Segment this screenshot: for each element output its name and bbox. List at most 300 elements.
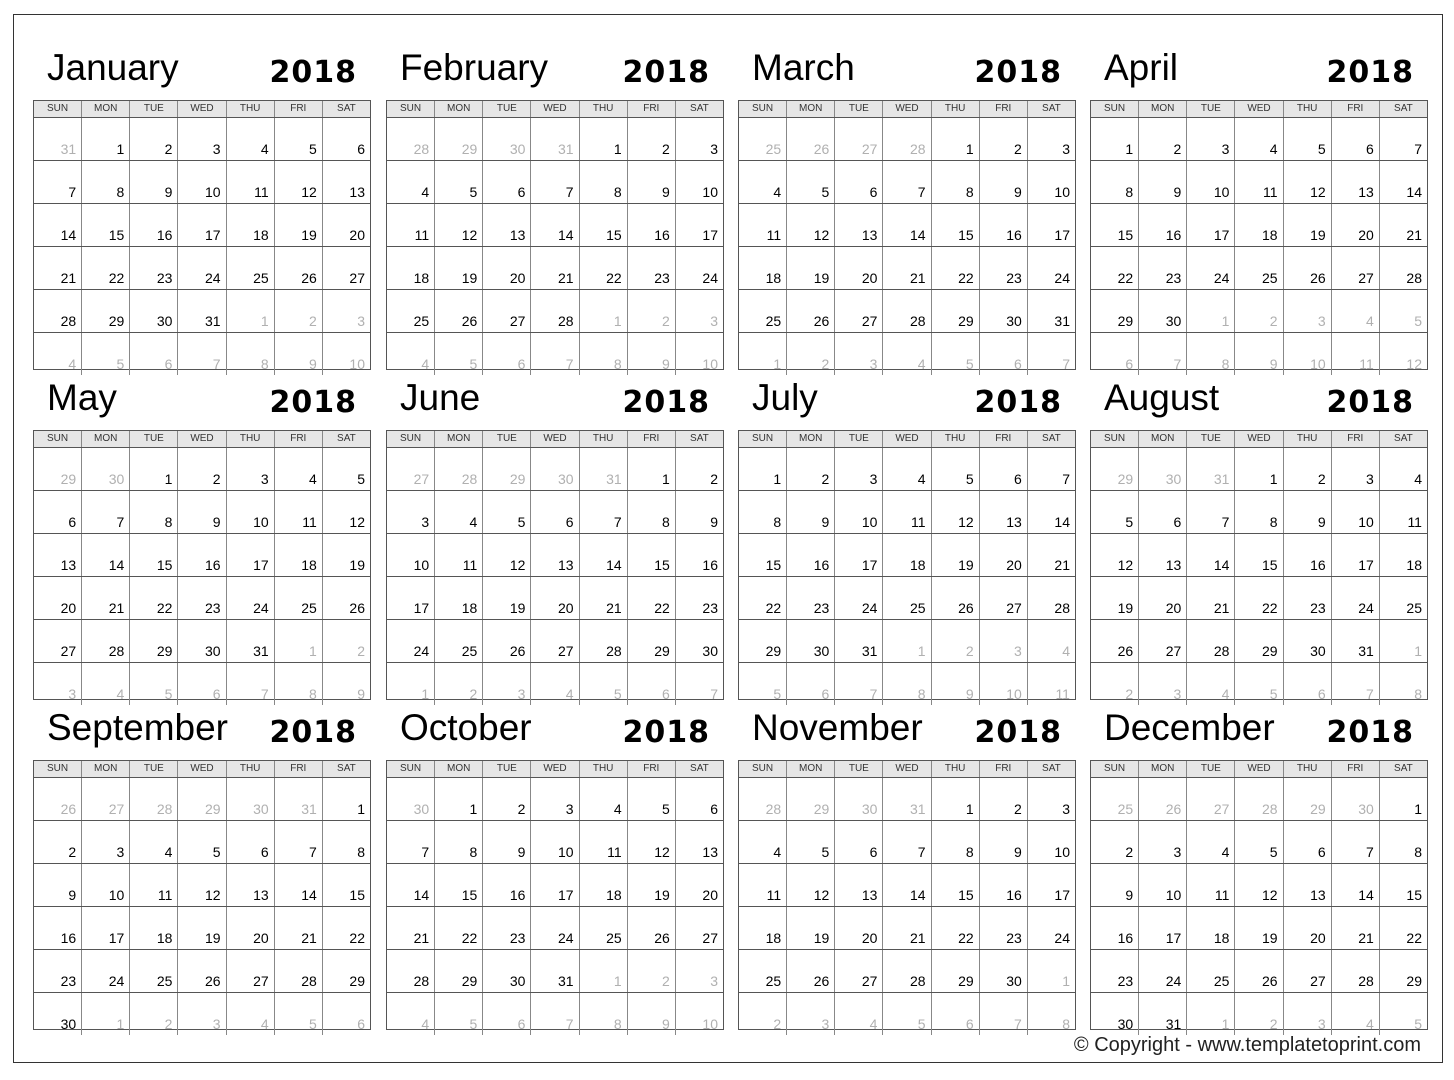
day-cell: [435, 577, 483, 619]
weekday-header: [34, 761, 370, 778]
day-number: 27: [253, 973, 269, 989]
day-cell: [932, 778, 980, 820]
day-number: 18: [461, 600, 478, 616]
day-cell: [980, 448, 1028, 490]
day-number: 11: [766, 887, 782, 903]
day-cell: [1332, 620, 1380, 662]
day-number: 22: [156, 600, 173, 616]
day-number: 2: [517, 801, 526, 817]
day-number: 18: [1261, 227, 1278, 243]
day-number: 16: [204, 557, 221, 573]
day-cell: [323, 247, 370, 289]
day-cell: [130, 448, 178, 490]
weekday-label: FRI: [1332, 761, 1380, 777]
month-header: [738, 674, 1076, 760]
day-number: 2: [1125, 686, 1134, 702]
day-number: 29: [461, 141, 478, 157]
month-april: [1090, 14, 1428, 372]
day-cell-adjacent-month: [483, 118, 531, 160]
day-number: 22: [765, 600, 782, 616]
weekday-label: FRI: [275, 101, 323, 117]
weekday-header: [387, 431, 723, 448]
day-cell: [1284, 448, 1332, 490]
day-number: 20: [1358, 227, 1374, 243]
day-cell: [628, 620, 676, 662]
month-year: 2018: [622, 715, 710, 750]
day-cell: [34, 821, 82, 863]
day-number: 15: [156, 557, 173, 573]
day-number: 20: [861, 930, 878, 946]
day-cell-adjacent-month: [739, 118, 787, 160]
day-cell-adjacent-month: [227, 778, 275, 820]
day-number: 9: [710, 514, 718, 530]
day-cell: [1332, 491, 1380, 533]
day-cell: [932, 448, 980, 490]
day-number: 26: [813, 141, 830, 157]
day-cell: [580, 778, 628, 820]
day-number: 29: [349, 973, 365, 989]
weekday-label: FRI: [275, 761, 323, 777]
day-cell: [676, 821, 723, 863]
day-number: 30: [156, 313, 173, 329]
day-number: 18: [413, 270, 430, 286]
week-row: [1091, 620, 1427, 663]
day-cell-adjacent-month: [531, 448, 579, 490]
weekday-label: THU: [580, 101, 628, 117]
day-number: 12: [654, 844, 670, 860]
month-year: 2018: [974, 715, 1062, 750]
day-cell: [883, 577, 931, 619]
weekday-label: SUN: [34, 761, 82, 777]
day-cell: [227, 534, 275, 576]
day-cell-adjacent-month: [1332, 290, 1380, 332]
day-cell-adjacent-month: [1235, 993, 1283, 1035]
day-number: 16: [156, 227, 173, 243]
day-cell: [980, 950, 1028, 992]
day-number: 1: [1062, 973, 1070, 989]
day-cell-adjacent-month: [676, 290, 723, 332]
day-cell: [980, 247, 1028, 289]
day-number: 18: [253, 227, 269, 243]
day-number: 10: [204, 184, 221, 200]
day-cell: [323, 448, 370, 490]
day-cell: [739, 247, 787, 289]
day-number: 31: [1358, 643, 1374, 659]
day-cell: [34, 577, 82, 619]
day-number: 21: [1213, 600, 1230, 616]
day-number: 6: [565, 514, 574, 530]
day-number: 30: [1310, 643, 1326, 659]
weekday-header: [387, 101, 723, 118]
day-number: 20: [1006, 557, 1022, 573]
day-number: 10: [1310, 356, 1326, 372]
day-cell: [483, 907, 531, 949]
day-cell-adjacent-month: [275, 993, 323, 1035]
weekday-label: WED: [883, 431, 931, 447]
day-cell: [676, 448, 723, 490]
day-number: 1: [421, 686, 430, 702]
day-cell: [1028, 821, 1075, 863]
day-cell: [1187, 118, 1235, 160]
day-number: 18: [1406, 557, 1422, 573]
day-cell: [82, 620, 130, 662]
day-cell-adjacent-month: [739, 778, 787, 820]
day-number: 17: [204, 227, 221, 243]
week-row: [739, 161, 1075, 204]
weekday-label: SUN: [739, 761, 787, 777]
day-cell: [435, 204, 483, 246]
day-cell: [676, 204, 723, 246]
week-row: [34, 448, 370, 491]
day-cell: [676, 577, 723, 619]
day-cell: [835, 534, 883, 576]
day-number: 25: [1406, 600, 1422, 616]
weekday-label: SUN: [739, 101, 787, 117]
day-cell: [483, 161, 531, 203]
day-number: 29: [156, 643, 173, 659]
day-number: 23: [813, 600, 830, 616]
day-cell-adjacent-month: [1091, 778, 1139, 820]
day-number: 18: [765, 270, 782, 286]
day-cell: [883, 204, 931, 246]
day-number: 22: [1117, 270, 1134, 286]
day-cell: [178, 534, 226, 576]
day-cell: [387, 534, 435, 576]
day-number: 6: [965, 1016, 974, 1032]
day-cell: [1380, 577, 1427, 619]
day-cell: [739, 950, 787, 992]
day-cell: [739, 821, 787, 863]
day-cell: [1332, 448, 1380, 490]
day-cell: [628, 161, 676, 203]
day-number: 5: [517, 514, 526, 530]
weekday-label: MON: [787, 101, 835, 117]
day-number: 7: [1173, 356, 1182, 372]
day-cell: [628, 534, 676, 576]
day-number: 14: [1358, 887, 1374, 903]
weekday-header: [739, 431, 1075, 448]
day-cell: [82, 821, 130, 863]
day-number: 18: [156, 930, 173, 946]
day-number: 3: [68, 686, 77, 702]
day-number: 11: [1359, 356, 1374, 372]
day-cell: [82, 118, 130, 160]
month-grid: [738, 100, 1076, 370]
day-cell: [387, 290, 435, 332]
month-name: September: [47, 707, 228, 748]
day-number: 30: [557, 471, 574, 487]
day-cell: [1139, 118, 1187, 160]
month-september: [33, 674, 371, 1032]
day-cell: [1187, 907, 1235, 949]
day-number: 17: [108, 930, 125, 946]
day-number: 10: [413, 557, 430, 573]
day-number: 6: [517, 1016, 526, 1032]
week-row: [1091, 864, 1427, 907]
day-number: 3: [260, 471, 269, 487]
day-cell: [227, 620, 275, 662]
day-cell-adjacent-month: [435, 993, 483, 1035]
day-cell: [323, 161, 370, 203]
day-number: 1: [309, 643, 317, 659]
day-cell: [739, 448, 787, 490]
week-row: [387, 907, 723, 950]
day-number: 22: [1261, 600, 1278, 616]
day-number: 6: [517, 184, 526, 200]
weekday-label: MON: [82, 101, 130, 117]
day-cell: [34, 247, 82, 289]
day-cell: [531, 534, 579, 576]
day-number: 14: [1213, 557, 1230, 573]
day-number: 30: [1006, 313, 1022, 329]
month-august: [1090, 344, 1428, 702]
day-cell-adjacent-month: [1187, 290, 1235, 332]
weekday-label: WED: [531, 101, 579, 117]
day-number: 20: [702, 887, 718, 903]
day-number: 11: [254, 184, 269, 200]
day-cell: [1091, 950, 1139, 992]
day-cell-adjacent-month: [739, 993, 787, 1035]
day-cell: [531, 620, 579, 662]
week-row: [1091, 118, 1427, 161]
day-cell-adjacent-month: [483, 448, 531, 490]
day-cell-adjacent-month: [435, 448, 483, 490]
day-number: 3: [1317, 313, 1326, 329]
day-number: 1: [1269, 471, 1278, 487]
day-cell: [1284, 864, 1332, 906]
month-grid: [1090, 100, 1428, 370]
day-cell: [932, 204, 980, 246]
day-number: 7: [710, 686, 718, 702]
weekday-label: TUE: [1187, 761, 1235, 777]
day-number: 4: [421, 356, 430, 372]
week-row: [739, 864, 1075, 907]
day-number: 20: [60, 600, 77, 616]
day-number: 3: [1014, 643, 1022, 659]
weekday-label: THU: [1284, 761, 1332, 777]
week-row: [34, 247, 370, 290]
day-cell: [178, 950, 226, 992]
day-cell: [835, 821, 883, 863]
day-number: 19: [1261, 930, 1278, 946]
day-number: 5: [1269, 686, 1278, 702]
day-number: 15: [1406, 887, 1422, 903]
day-number: 4: [469, 514, 478, 530]
day-cell: [1139, 950, 1187, 992]
day-cell: [1235, 247, 1283, 289]
day-number: 22: [349, 930, 365, 946]
day-number: 4: [773, 184, 782, 200]
week-row: [387, 448, 723, 491]
weekday-header: [1091, 761, 1427, 778]
day-number: 12: [958, 514, 974, 530]
month-may: [33, 344, 371, 702]
day-cell: [580, 247, 628, 289]
day-number: 24: [702, 270, 718, 286]
day-cell: [323, 204, 370, 246]
day-cell: [1380, 534, 1427, 576]
day-cell: [1332, 161, 1380, 203]
day-number: 30: [1006, 973, 1022, 989]
day-number: 21: [1358, 930, 1374, 946]
day-number: 16: [60, 930, 77, 946]
day-number: 4: [309, 471, 317, 487]
day-cell: [1380, 864, 1427, 906]
day-number: 28: [1406, 270, 1422, 286]
weekday-label: SUN: [34, 101, 82, 117]
day-cell: [1139, 290, 1187, 332]
day-number: 7: [917, 184, 926, 200]
day-cell: [130, 290, 178, 332]
day-cell: [435, 950, 483, 992]
day-cell: [275, 118, 323, 160]
weekday-label: SAT: [1042, 103, 1061, 114]
weekday-label: THU: [1284, 431, 1332, 447]
day-number: 6: [1014, 471, 1022, 487]
day-number: 5: [469, 1016, 478, 1032]
day-number: 2: [1317, 471, 1326, 487]
week-row: [34, 821, 370, 864]
day-number: 30: [509, 141, 526, 157]
day-cell-adjacent-month: [835, 778, 883, 820]
day-cell: [387, 204, 435, 246]
day-cell: [227, 907, 275, 949]
month-year: 2018: [269, 385, 357, 420]
weekday-label: SUN: [1091, 101, 1139, 117]
day-number: 12: [204, 887, 221, 903]
day-cell: [1028, 534, 1075, 576]
month-header: [738, 344, 1076, 430]
day-cell: [435, 161, 483, 203]
day-number: 9: [821, 514, 830, 530]
day-cell: [531, 907, 579, 949]
week-row: [387, 577, 723, 620]
day-number: 20: [1310, 930, 1326, 946]
weekday-label: TUE: [835, 101, 883, 117]
day-number: 4: [1221, 686, 1230, 702]
day-cell: [739, 290, 787, 332]
weekday-header: [739, 101, 1075, 118]
weekday-label: SAT: [337, 103, 356, 114]
day-cell: [883, 290, 931, 332]
day-cell: [323, 577, 370, 619]
day-number: 16: [654, 227, 670, 243]
day-cell: [34, 534, 82, 576]
day-number: 27: [702, 930, 718, 946]
day-number: 8: [1269, 514, 1278, 530]
month-grid: [33, 100, 371, 370]
day-number: 25: [909, 600, 926, 616]
weekday-label: TUE: [835, 761, 883, 777]
day-cell: [227, 864, 275, 906]
week-row: [739, 290, 1075, 333]
day-cell-adjacent-month: [227, 993, 275, 1035]
day-number: 2: [1173, 141, 1182, 157]
day-cell: [883, 534, 931, 576]
month-name: July: [752, 377, 818, 418]
day-number: 4: [869, 1016, 878, 1032]
day-number: 29: [765, 643, 782, 659]
month-grid: [386, 430, 724, 700]
day-number: 10: [253, 514, 269, 530]
day-cell-adjacent-month: [883, 778, 931, 820]
day-number: 7: [1366, 686, 1374, 702]
day-cell: [980, 118, 1028, 160]
day-number: 3: [710, 313, 718, 329]
day-cell: [34, 290, 82, 332]
day-number: 9: [1125, 887, 1134, 903]
week-row: [387, 993, 723, 1035]
day-number: 3: [869, 356, 878, 372]
weekday-label: SAT: [1394, 103, 1413, 114]
day-number: 3: [1221, 141, 1230, 157]
week-row: [1091, 778, 1427, 821]
day-cell: [787, 950, 835, 992]
month-header: [386, 14, 724, 100]
month-november: [738, 674, 1076, 1032]
weekday-header: [387, 761, 723, 778]
weekday-label: SUN: [739, 431, 787, 447]
day-number: 14: [909, 887, 926, 903]
day-number: 17: [702, 227, 718, 243]
day-cell-adjacent-month: [130, 778, 178, 820]
weekday-header: [1091, 101, 1427, 118]
day-number: 3: [357, 313, 365, 329]
day-number: 26: [301, 270, 317, 286]
day-cell: [1187, 821, 1235, 863]
day-number: 3: [1317, 1016, 1326, 1032]
day-number: 23: [1006, 930, 1022, 946]
day-number: 5: [309, 141, 317, 157]
day-number: 28: [606, 643, 622, 659]
day-cell: [835, 950, 883, 992]
day-cell: [1187, 161, 1235, 203]
day-cell: [34, 491, 82, 533]
day-number: 4: [68, 356, 77, 372]
day-number: 18: [606, 887, 622, 903]
day-number: 1: [116, 1016, 125, 1032]
day-number: 13: [1358, 184, 1374, 200]
day-cell-adjacent-month: [1284, 778, 1332, 820]
day-cell: [1380, 204, 1427, 246]
week-row: [34, 577, 370, 620]
day-number: 25: [461, 643, 478, 659]
day-cell: [787, 290, 835, 332]
day-cell-adjacent-month: [628, 950, 676, 992]
day-number: 1: [1221, 313, 1230, 329]
day-number: 28: [108, 643, 125, 659]
day-number: 19: [813, 270, 830, 286]
day-cell-adjacent-month: [932, 620, 980, 662]
day-cell: [1187, 534, 1235, 576]
weekday-label: SAT: [1394, 763, 1413, 774]
day-cell-adjacent-month: [387, 993, 435, 1035]
day-number: 1: [1221, 1016, 1230, 1032]
day-cell: [628, 821, 676, 863]
day-number: 8: [309, 686, 317, 702]
month-year: 2018: [974, 55, 1062, 90]
day-number: 26: [1310, 270, 1326, 286]
week-row: [387, 204, 723, 247]
day-cell: [531, 950, 579, 992]
day-number: 8: [260, 356, 269, 372]
day-cell: [787, 907, 835, 949]
day-number: 28: [765, 801, 782, 817]
day-number: 8: [164, 514, 173, 530]
day-number: 9: [517, 844, 526, 860]
day-cell-adjacent-month: [1187, 778, 1235, 820]
day-number: 12: [461, 227, 478, 243]
